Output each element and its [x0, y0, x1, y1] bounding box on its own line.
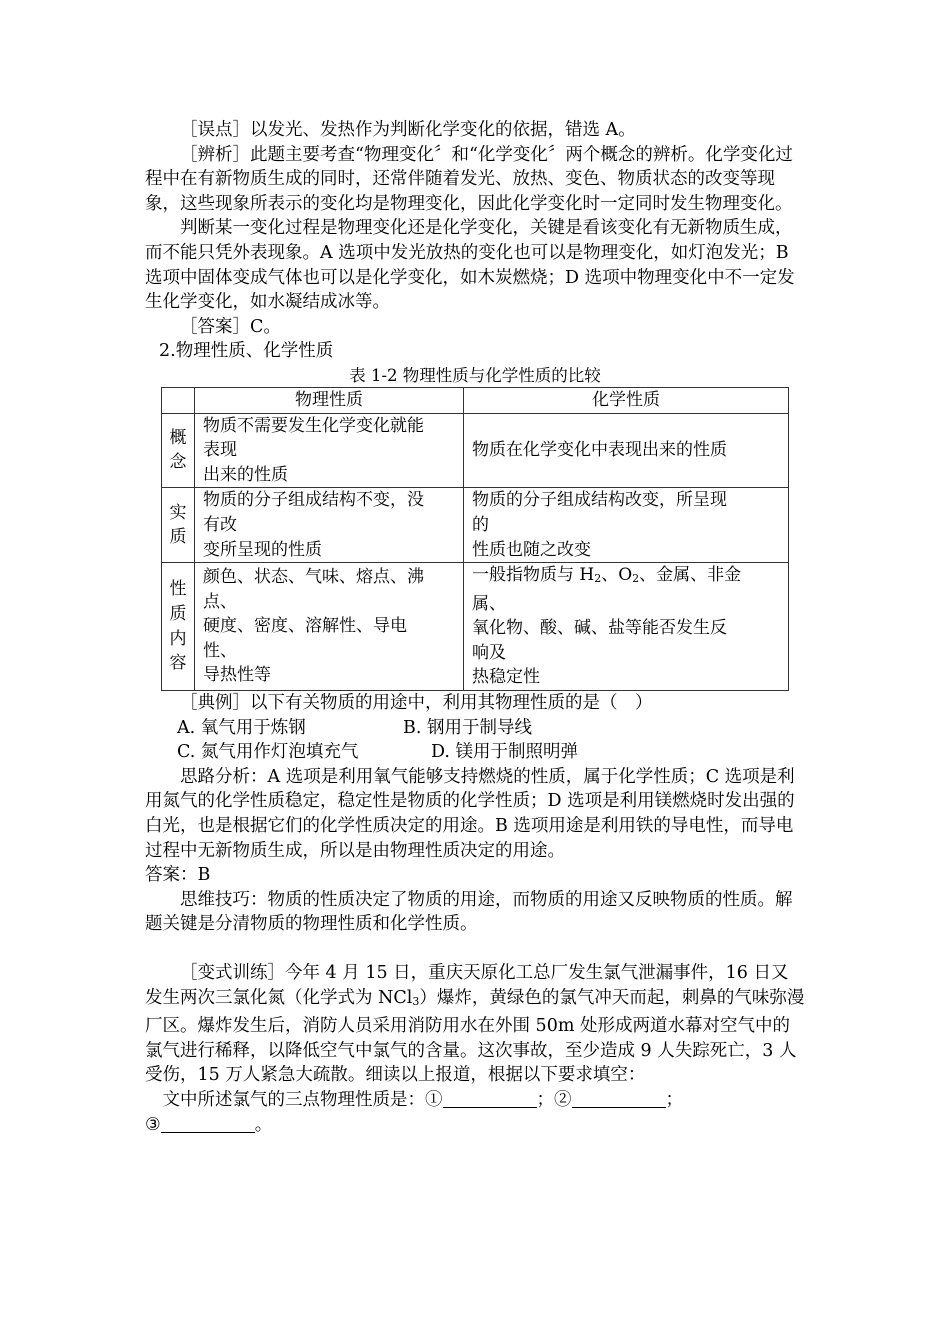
- cell-essence-physical: 物质的分子组成结构不变，没 有改 变所呈现的性质: [195, 488, 464, 563]
- table-header-chemical: 化学性质: [464, 387, 789, 413]
- cell-content-chemical: 一般指物质与 H2、O2、金属、非金 属、 氧化物、酸、碱、盐等能否发生反 响及 热稳定性: [464, 563, 789, 691]
- answer-paragraph: ［答案］C。: [180, 316, 281, 337]
- section-heading: 2.物理性质、化学性质: [159, 341, 334, 362]
- option-d: D. 镁用于制照明弹: [431, 742, 579, 763]
- misconception-paragraph: ［误点］以发光、发热作为判断化学变化的依据，错选 A。: [180, 120, 636, 140]
- cell-essence-chemical: 物质的分子组成结构改变，所呈现 的 性质也随之改变: [464, 488, 789, 563]
- option-a: A. 氧气用于炼钢: [177, 717, 306, 738]
- cell-concept-physical: 物质不需要发生化学变化就能 表现 出来的性质: [195, 413, 464, 488]
- blank-1-input[interactable]: [443, 1089, 537, 1108]
- blank-3-input[interactable]: [161, 1114, 255, 1133]
- example-options-row-1: [145, 716, 805, 741]
- technique-paragraph: 思维技巧：物质的性质决定了物质的用途，而物质的用途又反映物质的性质。解题关键是分清物质的物理性质和化学性质。: [145, 889, 793, 935]
- cell-content-physical: 颜色、状态、气味、熔点、沸 点、 硬度、密度、溶解性、导电 性、 导热性等: [195, 563, 464, 691]
- option-b: B. 钢用于制导线: [403, 717, 532, 738]
- example-answer: 答案：B: [145, 865, 211, 886]
- table-caption: 表 1-2 物理性质与化学性质的比较: [349, 365, 601, 385]
- option-c: C. 氮气用作灯泡填充气: [177, 742, 359, 763]
- fill-in-line: 文中所述氯气的三点物理性质是：① ；② ；: [162, 1089, 683, 1110]
- row-label-concept: 概 念: [162, 413, 195, 488]
- comparison-table: [161, 387, 789, 691]
- fill-in-line-2: ③ 。: [145, 1114, 273, 1135]
- table-header-physical: 物理性质: [195, 387, 464, 413]
- document-page: [145, 118, 805, 1137]
- row-label-essence: 实 质: [162, 488, 195, 563]
- analysis-paragraph: ［辨析］此题主要考查“物理变化〞和“化学变化〞两个概念的辨析。化学变化过程中在有新物质生成的同时，还常伴随着发光、放热、变色、物质状态的改变等现象，这些现象所表示的变化均是物理变化，因此化学变化时一定同时发生物理变化。: [145, 144, 793, 214]
- table-row-content: [162, 563, 789, 691]
- row-label-content: 性 质 内 容: [162, 563, 195, 691]
- chemical-formula-line: 一般指物质与 H2、O2、金属、非金: [472, 565, 742, 586]
- exercise-paragraph: ［变式训练］今年 4 月 15 日，重庆天原化工总厂发生氯气泄漏事件，16 日又发生两次三氯化氮（化学式为 NCl3）爆炸，黄绿色的氯气冲天而起，刺鼻的气味弥漫厂区。爆炸发生后，消防人员采用消防用水在外围 50m 处形成两道水幕对空气中的氯气进行稀释，以降低空气中氯气的含量。这次事故，至少造成 9 人失踪死亡，3 人受伤，15 万人紧急大疏散。细读以上报道，根据以下要求填空：: [145, 963, 805, 1086]
- table-header-row: [162, 387, 789, 413]
- example-options-row-2: [145, 740, 805, 765]
- example-question: ［典例］以下有关物质的用途中，利用其物理性质的是（ ）: [180, 693, 653, 714]
- blank-2-input[interactable]: [572, 1089, 666, 1108]
- table-header-empty: [162, 387, 195, 413]
- reasoning-paragraph: 思路分析：A 选项是利用氧气能够支持燃烧的性质，属于化学性质；C 选项是利用氮气的化学性质稳定，稳定性是物质的化学性质；D 选项是利用镁燃烧时发出强的白光，也是根据它们的化学性质决定的用途。B 选项用途是利用铁的导电性，而导电过程中无新物质生成，所以是由物理性质决定的用途。: [145, 766, 795, 861]
- table-row-concept: [162, 413, 789, 488]
- spacer: [145, 937, 805, 961]
- judgement-paragraph: 判断某一变化过程是物理变化还是化学变化，关键是看该变化有无新物质生成，而不能只凭外表现象。A 选项中发光放热的变化也可以是物理变化，如灯泡发光；B 选项中固体变成气体也可以是化学变化，如木炭燃烧；D 选项中物理变化中不一定发生化学变化，如水凝结成冰等。: [145, 218, 795, 313]
- cell-concept-chemical: 物质在化学变化中表现出来的性质: [464, 413, 789, 488]
- table-row-essence: [162, 488, 789, 563]
